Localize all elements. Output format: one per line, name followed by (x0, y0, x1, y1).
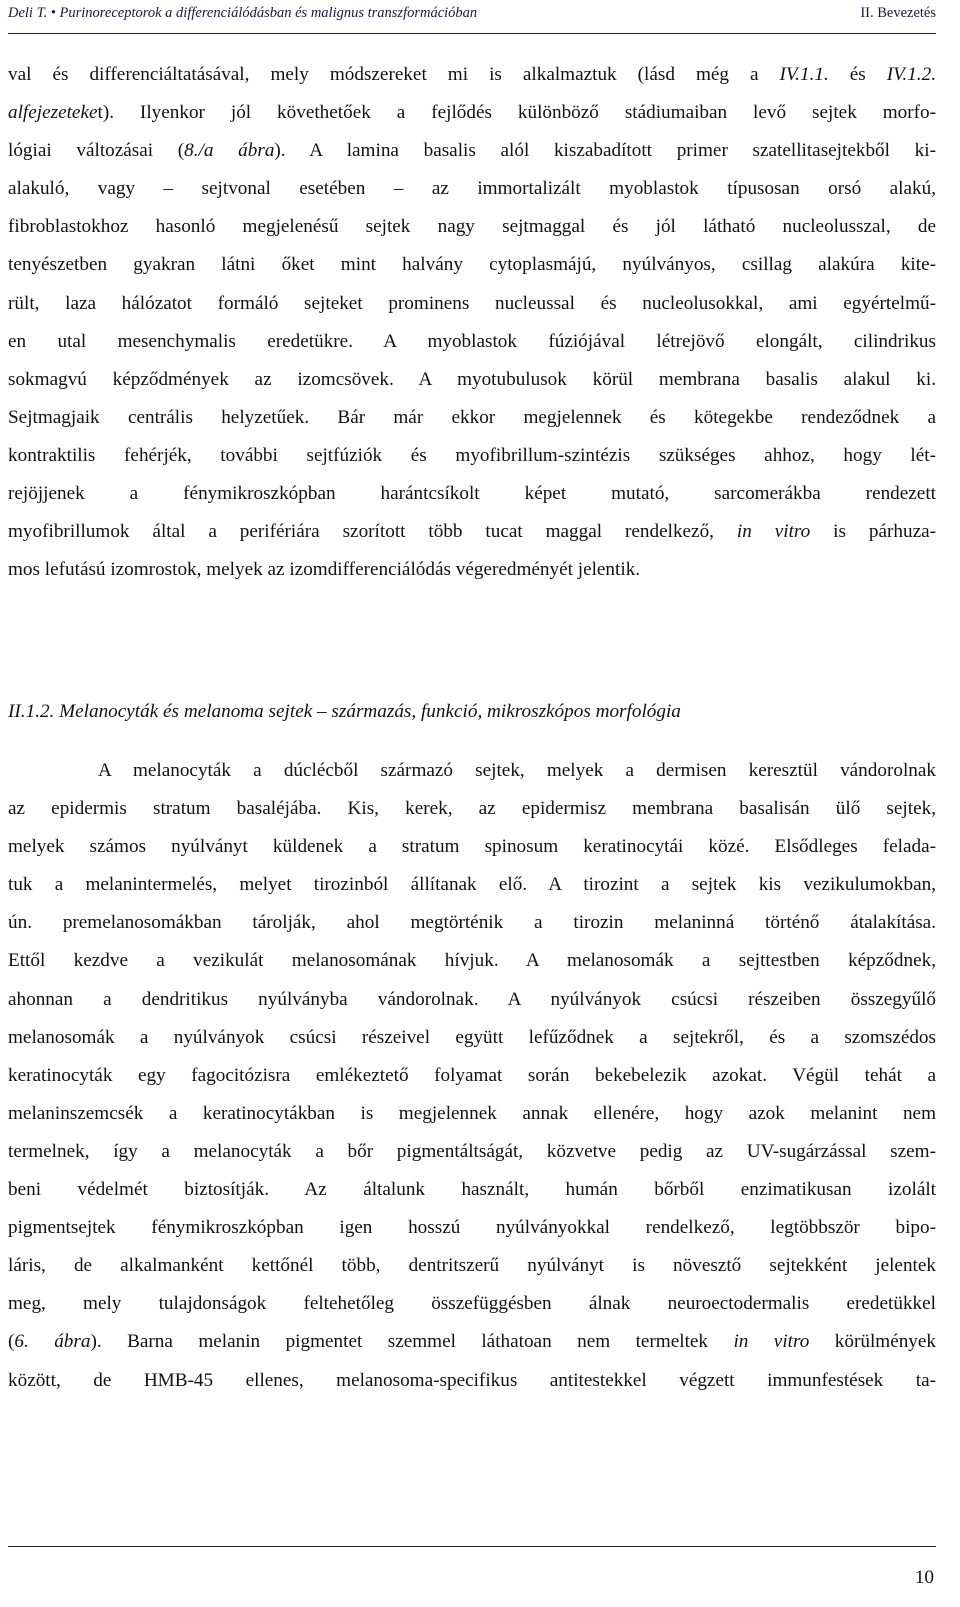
text-line (8, 323, 936, 361)
italic-run: 8./a ábra (184, 140, 275, 162)
text-run: fibroblastokhoz hasonló megjelenésű sejtek nagy sejtmaggal és jól látható nucleolusszal, de (8, 216, 936, 238)
text-run: A melanocyták a dúclécből származó sejtek, melyek a dermisen keresztül vándorolnak (98, 760, 936, 781)
header-bullet: • (50, 5, 56, 21)
text-run: rejöjjenek a fénymikroszkópban harántcsíkolt képet mutató, sarcomerákba rendezett (8, 483, 936, 505)
text-line (8, 361, 936, 399)
text-line (8, 1019, 936, 1057)
text-run: pigmentsejtek fénymikroszkópban igen hosszú nyúlványokkal rendelkező, legtöbbször bipo- (8, 1217, 936, 1239)
text-line (8, 1209, 936, 1247)
text-run: körülmények (809, 1331, 937, 1353)
text-run: ). Barna melanin pigmentet szemmel láthatoan nem termeltek (90, 1331, 734, 1353)
text-line (8, 475, 936, 513)
italic-run: in vitro (733, 1331, 810, 1353)
italic-run: in vitro (736, 521, 811, 543)
text-run: tenyészetben gyakran látni őket mint halvány cytoplasmájú, nyúlványos, csillag alakúra kite- (8, 254, 936, 276)
text-line (8, 752, 936, 790)
text-run: termelnek, így a melanocyták a bőr pigmentáltságát, közvetve pedig az UV-sugárzással szem- (8, 1140, 936, 1162)
text-run: mos lefutású izomrostok, melyek az izomdifferenciálódás végeredményét jelentik. (8, 559, 641, 581)
text-run: között, de HMB-45 ellenes, melanosoma-specifikus antitestekkel végzett immunfestések ta- (8, 1369, 936, 1391)
text-run: rült, laza hálózatot formáló sejteket prominens nucleussal és nucleolusokkal, ami egyértelmű- (8, 292, 936, 314)
text-line (8, 828, 936, 866)
text-run: keratinocyták egy fagocitózisra emlékeztető folyamat során bekebelezik azokat. Végül tehát a (8, 1064, 936, 1086)
text-line (8, 56, 936, 94)
text-run: melanosomák a nyúlványok csúcsi részeivel együtt lefűződnek a sejtekről, és a szomszédos (8, 1026, 936, 1048)
text-run: ún. premelanosomákban tárolják, ahol megtörténik a tirozin melaninná történő átalakítása. (8, 912, 936, 934)
text-run: t). Ilyenkor jól követhetőek a fejlődés különböző stádiumaiban levő sejtek morfo- (97, 102, 936, 124)
footer-divider (8, 1546, 936, 1547)
header-left (8, 5, 477, 22)
italic-run: IV.1.1. (779, 64, 829, 85)
italic-run: IV.1.2. (886, 64, 936, 85)
text-line (8, 1362, 936, 1400)
paragraph-melanocytes (8, 752, 936, 1400)
text-line (8, 170, 936, 208)
text-run: melaninszemcsék a keratinocytákban is megjelennek annak ellenére, hogy azok melanint nem (8, 1102, 936, 1124)
text-line (8, 1095, 936, 1133)
text-line (8, 1133, 936, 1171)
page-number: 10 (914, 1567, 934, 1588)
text-run: Ettől kezdve a vezikulát melanosomának hívjuk. A melanosomák a sejttestben képződnek, (8, 950, 936, 972)
section-heading: II.1.2. Melanocyták és melanoma sejtek – származás, funkció, mikroszkópos morfológia (8, 701, 681, 722)
header-title: Purinoreceptorok a differenciálódásban és malignus transzformációban (59, 5, 478, 21)
text-run: is párhuza- (810, 521, 937, 543)
text-line (8, 904, 936, 942)
text-line (8, 981, 936, 1019)
header-author: Deli T. (8, 5, 48, 21)
text-run: az epidermis stratum basaléjába. Kis, kerek, az epidermisz membrana basalisán ülő sejtek, (8, 798, 936, 820)
text-run: kontraktilis fehérjék, további sejtfúziók és myofibrillum-szintézis szükséges ahhoz, hogy lét- (8, 444, 936, 466)
text-line (8, 1247, 936, 1285)
text-line (8, 399, 936, 437)
text-line (8, 1323, 936, 1361)
text-run: ahonnan a dendritikus nyúlványba vándorolnak. A nyúlványok csúcsi részeiben összegyűlő (8, 988, 936, 1010)
text-line (8, 942, 936, 980)
text-line (8, 94, 936, 132)
header-divider (8, 33, 936, 34)
text-run: Sejtmagjaik centrális helyzetűek. Bár már ekkor megjelennek és kötegekbe rendeződnek a (8, 406, 936, 428)
running-header (8, 0, 936, 27)
text-line (8, 285, 936, 323)
header-section: II. Bevezetés (860, 5, 936, 21)
text-line (8, 437, 936, 475)
text-run: en utal mesenchymalis eredetükre. A myoblastok fúziójával létrejövő elongált, cilindrikus (8, 330, 936, 352)
text-line (8, 790, 936, 828)
text-run: lógiai változásai ( (8, 140, 185, 162)
text-run: ( (8, 1331, 15, 1353)
text-run: láris, de alkalmanként kettőnél több, dentritszerű nyúlványt is növesztő sejtekként jelentek (8, 1255, 936, 1277)
text-line (8, 551, 936, 589)
text-line (8, 132, 936, 170)
text-line (8, 513, 936, 551)
text-run: myofibrillumok által a perifériára szorított több tucat maggal rendelkező, (8, 521, 737, 543)
paragraph-myoblast-morphology (8, 56, 936, 589)
italic-run: 6. ábra (14, 1331, 91, 1353)
text-line (8, 208, 936, 246)
text-run: alakuló, vagy – sejtvonal esetében – az immortalizált myoblastok típusosan orsó alakú, (8, 178, 936, 200)
text-run: val és differenciáltatásával, mely módszereket mi is alkalmaztuk (lásd még a (8, 64, 780, 85)
text-run: ). A lamina basalis alól kiszabadított primer szatellitasejtekből ki- (274, 140, 936, 162)
text-line (8, 246, 936, 284)
italic-run: alfejezeteke (8, 102, 98, 124)
text-line (8, 866, 936, 904)
text-run: tuk a melanintermelés, melyet tirozinból állítanak elő. A tirozint a sejtek kis vezikulumokban, (8, 874, 936, 896)
text-run: beni védelmét biztosítják. Az általunk használt, humán bőrből enzimatikusan izolált (8, 1179, 936, 1201)
text-run: sokmagvú képződmények az izomcsövek. A myotubulusok körül membrana basalis alakul ki. (8, 368, 936, 390)
text-run: meg, mely tulajdonságok feltehetőleg összefüggésben álnak neuroectodermalis eredetükkel (8, 1293, 936, 1315)
text-run: és (828, 64, 887, 85)
text-run: melyek számos nyúlványt küldenek a stratum spinosum keratinocytái közé. Elsődleges felada- (8, 836, 936, 858)
text-line (8, 1285, 936, 1323)
text-line (8, 1171, 936, 1209)
text-line (8, 1057, 936, 1095)
